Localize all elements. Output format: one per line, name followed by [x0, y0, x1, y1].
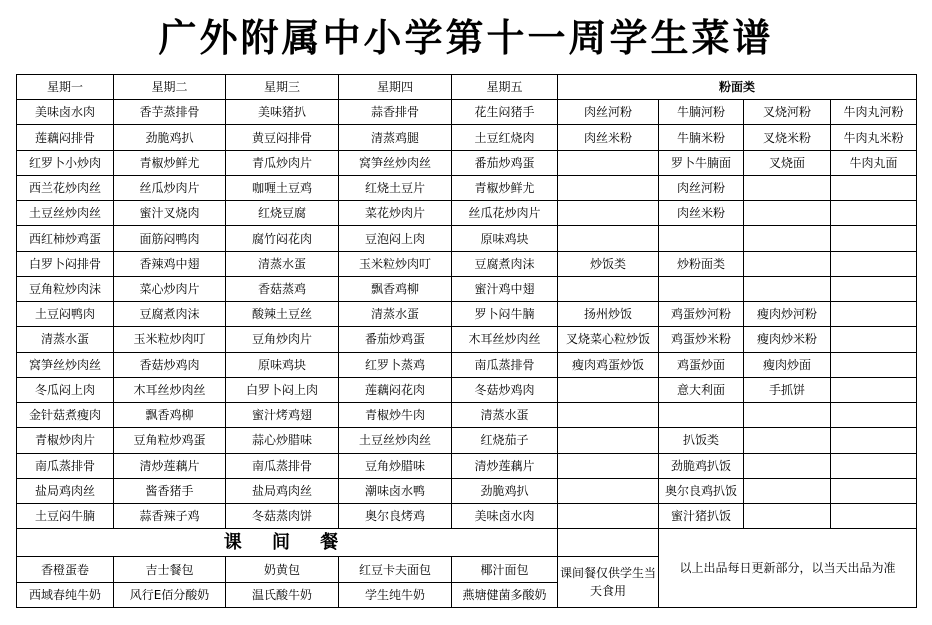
side-cell [744, 503, 831, 528]
side-cell [831, 403, 917, 428]
side-cell [744, 276, 831, 301]
side-cell [558, 478, 659, 503]
side-cell: 瘦肉炒河粉 [744, 302, 831, 327]
side-cell [744, 453, 831, 478]
dish-cell: 菜心炒肉片 [114, 276, 226, 301]
side-cell [558, 529, 659, 557]
side-cell: 罗卜牛腩面 [659, 150, 744, 175]
side-cell: 牛肉丸面 [831, 150, 917, 175]
dish-cell: 金针菇煮瘦肉 [17, 403, 114, 428]
table-row [17, 226, 917, 251]
dish-cell: 玉米粒炒肉叮 [339, 251, 452, 276]
break-meal-label: 课 间 餐 [17, 529, 558, 557]
dish-cell: 豆角粒炒鸡蛋 [114, 428, 226, 453]
dish-cell: 青瓜炒肉片 [226, 150, 339, 175]
dish-cell: 豆泡闷上肉 [339, 226, 452, 251]
dish-cell: 青椒炒鲜尤 [114, 150, 226, 175]
dish-cell: 蜜汁鸡中翅 [452, 276, 558, 301]
side-cell: 叉烧米粉 [744, 125, 831, 150]
dish-cell: 红烧土豆片 [339, 175, 452, 200]
dish-cell: 潮味卤水鸭 [339, 478, 452, 503]
side-cell: 肉丝米粉 [558, 125, 659, 150]
dish-cell: 莲藕闷排骨 [17, 125, 114, 150]
side-cell: 叉烧面 [744, 150, 831, 175]
dish-cell: 豆角炒肉片 [226, 327, 339, 352]
side-cell [831, 201, 917, 226]
dish-cell: 腐竹闷花肉 [226, 226, 339, 251]
side-cell [831, 453, 917, 478]
table-row [17, 478, 917, 503]
table-row [17, 100, 917, 125]
side-cell [558, 175, 659, 200]
dish-cell: 南瓜蒸排骨 [17, 453, 114, 478]
dish-cell: 清蒸水蛋 [339, 302, 452, 327]
dish-cell: 美味卤水肉 [17, 100, 114, 125]
dish-cell: 香菇炒鸡肉 [114, 352, 226, 377]
side-cell [831, 327, 917, 352]
dish-cell: 木耳丝炒肉丝 [452, 327, 558, 352]
side-cell: 牛腩河粉 [659, 100, 744, 125]
dish-cell: 冬瓜闷上肉 [17, 377, 114, 402]
side-cell [744, 175, 831, 200]
snack-cell: 西域春纯牛奶 [17, 582, 114, 607]
dish-cell: 土豆闷牛腩 [17, 503, 114, 528]
side-cell [831, 226, 917, 251]
side-cell: 瘦肉炒米粉 [744, 327, 831, 352]
dish-cell: 蒜香排骨 [339, 100, 452, 125]
side-cell [831, 251, 917, 276]
table-row [17, 251, 917, 276]
break-meal-row [17, 529, 917, 557]
dish-cell: 清蒸鸡腿 [339, 125, 452, 150]
table-row [17, 276, 917, 301]
side-cell [558, 377, 659, 402]
side-cell: 瘦肉炒面 [744, 352, 831, 377]
dish-cell: 原味鸡块 [226, 352, 339, 377]
dish-cell: 西兰花炒肉丝 [17, 175, 114, 200]
dish-cell: 南瓜蒸排骨 [452, 352, 558, 377]
snack-note: 课间餐仅供学生当天食用 [558, 557, 659, 608]
side-cell: 牛肉丸河粉 [831, 100, 917, 125]
header-row [17, 75, 917, 100]
dish-cell: 飘香鸡柳 [114, 403, 226, 428]
side-cell [558, 403, 659, 428]
dish-cell: 香芋蒸排骨 [114, 100, 226, 125]
snack-cell: 奶黄包 [226, 557, 339, 582]
dish-cell: 玉米粒炒肉叮 [114, 327, 226, 352]
dish-cell: 美味猪扒 [226, 100, 339, 125]
table-row [17, 150, 917, 175]
dish-cell: 盐局鸡肉丝 [226, 478, 339, 503]
dish-cell: 美味卤水肉 [452, 503, 558, 528]
table-row [17, 503, 917, 528]
dish-cell: 土豆丝炒肉丝 [339, 428, 452, 453]
dish-cell: 酸辣土豆丝 [226, 302, 339, 327]
dish-cell: 蒜心炒腊味 [226, 428, 339, 453]
menu-table [16, 74, 917, 608]
table-row [17, 352, 917, 377]
dish-cell: 木耳丝炒肉丝 [114, 377, 226, 402]
snack-cell: 红豆卡夫面包 [339, 557, 452, 582]
dish-cell: 红烧茄子 [452, 428, 558, 453]
side-cell [744, 201, 831, 226]
snack-cell: 吉士餐包 [114, 557, 226, 582]
side-cell [831, 377, 917, 402]
side-cell: 手抓饼 [744, 377, 831, 402]
dish-cell: 罗卜闷牛腩 [452, 302, 558, 327]
side-cell [831, 276, 917, 301]
dish-cell: 清炒莲藕片 [114, 453, 226, 478]
side-cell: 牛肉丸米粉 [831, 125, 917, 150]
side-cell [831, 175, 917, 200]
dish-cell: 盐局鸡肉丝 [17, 478, 114, 503]
dish-cell: 蜜汁烤鸡翅 [226, 403, 339, 428]
table-row [17, 201, 917, 226]
side-cell [558, 503, 659, 528]
dish-cell: 豆腐煮肉沫 [452, 251, 558, 276]
dish-cell: 蒜香辣子鸡 [114, 503, 226, 528]
side-cell: 劲脆鸡扒饭 [659, 453, 744, 478]
dish-cell: 飘香鸡柳 [339, 276, 452, 301]
dish-cell: 花生闷猪手 [452, 100, 558, 125]
table-row [17, 403, 917, 428]
side-cell: 牛腩米粉 [659, 125, 744, 150]
table-row [17, 377, 917, 402]
side-cell [558, 201, 659, 226]
dish-cell: 莲藕闷花肉 [339, 377, 452, 402]
dish-cell: 土豆红烧肉 [452, 125, 558, 150]
dish-cell: 红烧豆腐 [226, 201, 339, 226]
dish-cell: 豆腐煮肉沫 [114, 302, 226, 327]
side-cell [558, 428, 659, 453]
table-row [17, 125, 917, 150]
dish-cell: 劲脆鸡扒 [452, 478, 558, 503]
dish-cell: 丝瓜炒肉片 [114, 175, 226, 200]
day-header: 星期五 [452, 75, 558, 100]
side-cell [558, 276, 659, 301]
page-title: 广外附属中小学第十一周学生菜谱 [158, 15, 774, 60]
dish-cell: 咖喱土豆鸡 [226, 175, 339, 200]
side-cell: 意大利面 [659, 377, 744, 402]
snack-cell: 学生纯牛奶 [339, 582, 452, 607]
dish-cell: 窝笋丝炒肉丝 [17, 352, 114, 377]
day-header: 星期四 [339, 75, 452, 100]
snack-cell: 温氏酸牛奶 [226, 582, 339, 607]
table-row [17, 302, 917, 327]
dish-cell: 西红柿炒鸡蛋 [17, 226, 114, 251]
side-cell: 瘦肉鸡蛋炒饭 [558, 352, 659, 377]
dish-cell: 窝笋丝炒肉丝 [339, 150, 452, 175]
side-cell: 鸡蛋炒河粉 [659, 302, 744, 327]
dish-cell: 清蒸水蛋 [17, 327, 114, 352]
dish-cell: 清蒸水蛋 [226, 251, 339, 276]
dish-cell: 酱香猪手 [114, 478, 226, 503]
dish-cell: 白罗卜闷上肉 [226, 377, 339, 402]
side-cell [659, 403, 744, 428]
side-cell [831, 302, 917, 327]
side-cell: 叉烧菜心粒炒饭 [558, 327, 659, 352]
dish-cell: 丝瓜花炒肉片 [452, 201, 558, 226]
snack-cell: 燕塘健菌多酸奶 [452, 582, 558, 607]
table-row [17, 453, 917, 478]
dish-cell: 黄豆闷排骨 [226, 125, 339, 150]
dish-cell: 蜜汁叉烧肉 [114, 201, 226, 226]
snack-cell: 椰汁面包 [452, 557, 558, 582]
side-cell [744, 428, 831, 453]
side-cell: 鸡蛋炒面 [659, 352, 744, 377]
snack-cell: 风行E佰分酸奶 [114, 582, 226, 607]
dish-cell: 番茄炒鸡蛋 [452, 150, 558, 175]
dish-cell: 红罗卜小炒肉 [17, 150, 114, 175]
side-cell [744, 226, 831, 251]
side-cell: 肉丝米粉 [659, 201, 744, 226]
dish-cell: 冬菇炒鸡肉 [452, 377, 558, 402]
side-cell [831, 503, 917, 528]
side-header: 粉面类 [558, 75, 917, 100]
side-cell [831, 352, 917, 377]
side-cell [831, 478, 917, 503]
dish-cell: 面筋闷鸭肉 [114, 226, 226, 251]
dish-cell: 豆角炒腊味 [339, 453, 452, 478]
side-cell: 扬州炒饭 [558, 302, 659, 327]
dish-cell: 番茄炒鸡蛋 [339, 327, 452, 352]
dish-cell: 菜花炒肉片 [339, 201, 452, 226]
dish-cell: 香菇蒸鸡 [226, 276, 339, 301]
side-cell [744, 403, 831, 428]
side-cell [744, 478, 831, 503]
dish-cell: 白罗卜闷排骨 [17, 251, 114, 276]
table-row [17, 327, 917, 352]
side-cell [659, 276, 744, 301]
dish-cell: 青椒炒肉片 [17, 428, 114, 453]
side-cell: 鸡蛋炒米粉 [659, 327, 744, 352]
side-cell: 炒饭类 [558, 251, 659, 276]
side-cell [558, 453, 659, 478]
table-row [17, 428, 917, 453]
side-cell: 蜜汁猪扒饭 [659, 503, 744, 528]
dish-cell: 土豆闷鸭肉 [17, 302, 114, 327]
table-row [17, 175, 917, 200]
side-cell [659, 226, 744, 251]
day-header: 星期三 [226, 75, 339, 100]
dish-cell: 豆角粒炒肉沫 [17, 276, 114, 301]
dish-cell: 土豆丝炒肉丝 [17, 201, 114, 226]
side-cell [558, 150, 659, 175]
snack-cell: 香橙蛋卷 [17, 557, 114, 582]
side-cell: 叉烧河粉 [744, 100, 831, 125]
side-cell [558, 226, 659, 251]
dish-cell: 清炒莲藕片 [452, 453, 558, 478]
side-cell: 扒饭类 [659, 428, 744, 453]
side-cell [831, 428, 917, 453]
dish-cell: 冬菇蒸肉饼 [226, 503, 339, 528]
side-cell [744, 251, 831, 276]
dish-cell: 红罗卜蒸鸡 [339, 352, 452, 377]
dish-cell: 原味鸡块 [452, 226, 558, 251]
dish-cell: 劲脆鸡扒 [114, 125, 226, 150]
side-cell: 奥尔良鸡扒饭 [659, 478, 744, 503]
day-header: 星期一 [17, 75, 114, 100]
dish-cell: 青椒炒鲜尤 [452, 175, 558, 200]
dish-cell: 南瓜蒸排骨 [226, 453, 339, 478]
dish-cell: 香辣鸡中翅 [114, 251, 226, 276]
side-cell: 炒粉面类 [659, 251, 744, 276]
dish-cell: 奥尔良烤鸡 [339, 503, 452, 528]
dish-cell: 青椒炒牛肉 [339, 403, 452, 428]
side-cell: 肉丝河粉 [659, 175, 744, 200]
side-cell: 肉丝河粉 [558, 100, 659, 125]
dish-cell: 清蒸水蛋 [452, 403, 558, 428]
day-header: 星期二 [114, 75, 226, 100]
footnote: 以上出品每日更新部分，以当天出品为准 [659, 529, 917, 608]
